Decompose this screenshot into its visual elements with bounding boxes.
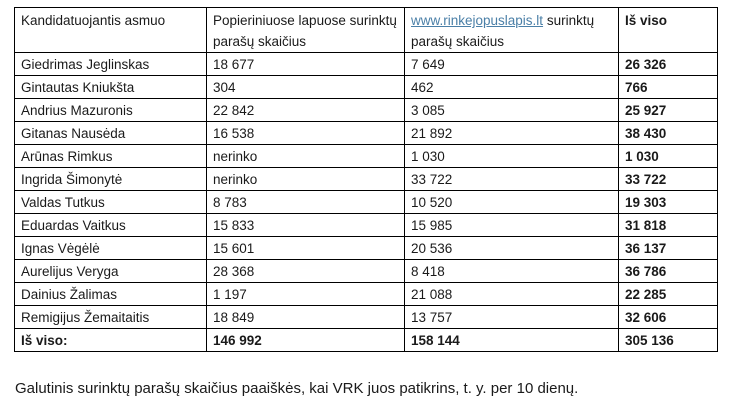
total-signatures-cell: 766 <box>619 76 718 99</box>
table-row <box>15 306 718 329</box>
table-row <box>15 145 718 168</box>
online-signatures-cell: 33 722 <box>405 168 619 191</box>
table-row <box>15 283 718 306</box>
paper-signatures-cell: 8 783 <box>207 191 405 214</box>
candidate-name-cell: Andrius Mazuronis <box>15 99 207 122</box>
candidate-name-cell: Aurelijus Veryga <box>15 260 207 283</box>
paper-signatures-cell: 16 538 <box>207 122 405 145</box>
paper-signatures-cell: 18 677 <box>207 53 405 76</box>
table-row <box>15 237 718 260</box>
candidate-name-cell: Ingrida Šimonytė <box>15 168 207 191</box>
total-signatures-cell: 33 722 <box>619 168 718 191</box>
paper-signatures-cell: 28 368 <box>207 260 405 283</box>
paper-signatures-cell: 22 842 <box>207 99 405 122</box>
paper-signatures-cell: 15 601 <box>207 237 405 260</box>
footnote-text: Galutinis surinktų parašų skaičius paaiškės, kai VRK juos patikrins, t. y. per 10 dienų. <box>15 380 579 397</box>
table-header-row <box>15 8 718 53</box>
candidate-name-cell: Giedrimas Jeglinskas <box>15 53 207 76</box>
online-signatures-cell: 462 <box>405 76 619 99</box>
total-signatures-cell: 22 285 <box>619 283 718 306</box>
online-signatures-cell: 15 985 <box>405 214 619 237</box>
online-signatures-cell: 20 536 <box>405 237 619 260</box>
total-signatures-cell: 31 818 <box>619 214 718 237</box>
total-signatures-cell: 1 030 <box>619 145 718 168</box>
total-signatures-cell: 36 137 <box>619 237 718 260</box>
paper-signatures-cell: 18 849 <box>207 306 405 329</box>
total-signatures-cell: 26 326 <box>619 53 718 76</box>
totals-total: 305 136 <box>619 329 718 352</box>
candidate-name-cell: Ignas Vėgėlė <box>15 237 207 260</box>
header-candidate: Kandidatuojantis asmuo <box>15 8 207 53</box>
candidate-name-cell: Gitanas Nausėda <box>15 122 207 145</box>
online-signatures-cell: 3 085 <box>405 99 619 122</box>
header-paper-signatures: Popieriniuose lapuose surinktų parašų skaičius <box>207 8 405 53</box>
online-signatures-cell: 7 649 <box>405 53 619 76</box>
total-signatures-cell: 19 303 <box>619 191 718 214</box>
total-signatures-cell: 38 430 <box>619 122 718 145</box>
table-row <box>15 191 718 214</box>
totals-row <box>15 329 718 352</box>
candidate-name-cell: Dainius Žalimas <box>15 283 207 306</box>
online-signatures-cell: 10 520 <box>405 191 619 214</box>
online-signatures-cell: 13 757 <box>405 306 619 329</box>
table-row <box>15 122 718 145</box>
online-signatures-cell: 21 088 <box>405 283 619 306</box>
candidate-name-cell: Arūnas Rimkus <box>15 145 207 168</box>
totals-online: 158 144 <box>405 329 619 352</box>
paper-signatures-cell: 15 833 <box>207 214 405 237</box>
table-row <box>15 76 718 99</box>
online-signatures-cell: 21 892 <box>405 122 619 145</box>
total-signatures-cell: 25 927 <box>619 99 718 122</box>
candidate-name-cell: Eduardas Vaitkus <box>15 214 207 237</box>
paper-signatures-cell: nerinko <box>207 145 405 168</box>
total-signatures-cell: 36 786 <box>619 260 718 283</box>
table-row <box>15 168 718 191</box>
candidate-name-cell: Valdas Tutkus <box>15 191 207 214</box>
paper-signatures-cell: nerinko <box>207 168 405 191</box>
rinkejopuslapis-link[interactable]: www.rinkejopuslapis.lt <box>411 13 544 28</box>
table-row <box>15 214 718 237</box>
signature-count-table <box>14 7 718 352</box>
header-online-signatures <box>405 8 619 53</box>
total-signatures-cell: 32 606 <box>619 306 718 329</box>
table-body <box>15 53 718 329</box>
paper-signatures-cell: 304 <box>207 76 405 99</box>
table-row <box>15 260 718 283</box>
table-row <box>15 53 718 76</box>
header-total: Iš viso <box>619 8 718 53</box>
candidate-name-cell: Gintautas Kniukšta <box>15 76 207 99</box>
online-signatures-cell: 1 030 <box>405 145 619 168</box>
table-row <box>15 99 718 122</box>
candidate-name-cell: Remigijus Žemaitaitis <box>15 306 207 329</box>
totals-paper: 146 992 <box>207 329 405 352</box>
header-online-signatures-label: surinktų parašų skaičius <box>411 13 595 49</box>
paper-signatures-cell: 1 197 <box>207 283 405 306</box>
online-signatures-cell: 8 418 <box>405 260 619 283</box>
totals-label: Iš viso: <box>15 329 207 352</box>
